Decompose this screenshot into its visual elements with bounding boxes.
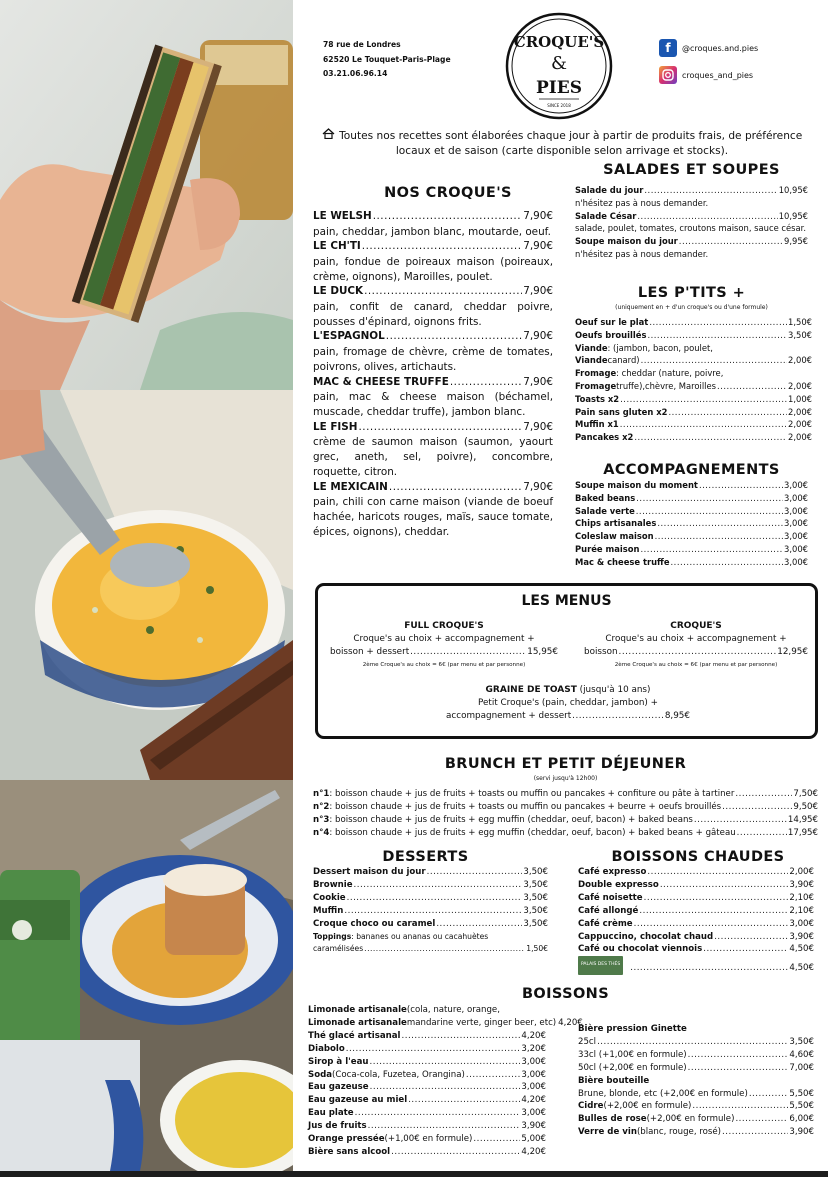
item-price: 1,50€ [788, 317, 812, 327]
item-price: 3,50€ [523, 918, 548, 929]
item-name: Muffin [313, 905, 344, 916]
brunch-subtitle: (servi jusqu'à 12h00) [533, 775, 598, 782]
menu-full-note: 2ème Croque's au choix = 6€ (par menu et par personne) [362, 662, 526, 668]
item-price: 4,60€ [789, 1049, 814, 1060]
social-facebook[interactable] [659, 39, 758, 57]
item-name: Dessert maison du jour [313, 867, 426, 877]
subheading-label: Bière pression Ginette [578, 1024, 687, 1034]
item-price: 4,50€ [789, 944, 814, 955]
menu-item [575, 556, 808, 569]
item-price: 3,50€ [788, 329, 812, 340]
item-price: 2,00€ [788, 355, 812, 366]
item-name: Viande [575, 355, 608, 366]
item-description: pain, mac & cheese maison (béchamel, muscade, cheddar truffe), jambon blanc. [313, 391, 553, 418]
item-price: 7,90€ [523, 240, 553, 253]
intro-sentence: Toutes nos recettes sont élaborées chaque jour à partir de produits frais, de préférence locaux et de saison (carte disponible selon arrivage et stocks). [339, 130, 803, 157]
menu-item-line [575, 342, 812, 355]
item-price: 5,00€ [521, 1134, 546, 1145]
item-name: Salade César [575, 210, 637, 221]
item-price: 6,00€ [789, 1114, 814, 1125]
item-name: 50cl (+2,00€ en formule) [578, 1062, 687, 1073]
menu-full-line1: Croque's au choix + accompagnement + [353, 634, 535, 644]
tea-item [578, 956, 814, 975]
menu-item-line [308, 1004, 546, 1017]
item-name: Salade du jour [575, 185, 644, 195]
item-price: 7,50€ [793, 789, 818, 799]
item-description: pain, fondue de poireaux maison (poireaux, crème, oignons), Maroilles, poulet. [313, 255, 553, 283]
menu-croques-line1: Croque's au choix + accompagnement + [605, 634, 787, 644]
item-name: Oeuf sur le plat [575, 317, 649, 327]
item-detail: (Coca-cola, Fuzetea, Orangina) [332, 1069, 465, 1080]
facebook-icon: f [659, 39, 677, 57]
menu-croques-line2: boisson [584, 647, 618, 657]
item-price: 3,90€ [521, 1121, 546, 1132]
menu-item [313, 329, 553, 345]
item-price: 7,90€ [523, 480, 553, 493]
item-price: 7,90€ [523, 420, 553, 433]
item-name: Eau plate [308, 1108, 354, 1119]
item-name: Chips artisanales [575, 518, 657, 529]
photo-soup-bowl [0, 390, 293, 780]
item-detail: : (jambon, bacon, poulet, [607, 342, 713, 353]
item-name: Café crème [578, 918, 633, 929]
menu-item [313, 375, 553, 391]
item-price: 4,20€ [558, 1017, 583, 1028]
social-instagram[interactable] [659, 66, 753, 84]
instagram-icon [659, 66, 677, 84]
menu-item [578, 1100, 814, 1113]
item-price: 10,95€ [778, 210, 808, 221]
list-subheading [578, 1023, 814, 1036]
menu-item [313, 918, 548, 931]
item-name: 33cl (+1,00€ en formule) [578, 1049, 687, 1060]
item-price: 3,50€ [789, 1036, 814, 1047]
menu-item [313, 866, 548, 879]
boissons-list-right [578, 1023, 814, 1139]
item-name: Thé glacé artisanal [308, 1030, 401, 1041]
item-price: 5,50€ [789, 1101, 814, 1112]
item-description: pain, cheddar, jambon blanc, moutarde, oeuf. [313, 225, 551, 238]
menu-item [578, 918, 814, 931]
menu-item [578, 931, 814, 944]
item-name: Café expresso [578, 867, 647, 877]
item-price: 3,00€ [784, 480, 808, 490]
address-block [323, 38, 451, 82]
menu-item [308, 1017, 583, 1030]
item-name: Mac & cheese truffe [575, 556, 670, 567]
section-title-croques: NOS CROQUE'S [384, 185, 512, 201]
menu-item [308, 1094, 546, 1107]
item-name: Bulles de rose [578, 1114, 647, 1125]
item-name: Soupe maison du jour [575, 236, 678, 247]
menu-item [578, 1126, 814, 1139]
item-detail: (blanc, rouge, rosé) [636, 1127, 722, 1138]
item-price: 2,00€ [789, 867, 814, 877]
item-name: Cidre [578, 1101, 604, 1112]
item-name: Toasts x2 [575, 393, 620, 404]
logo-line2: PIES [536, 78, 582, 98]
item-name: Limonade artisanale [308, 1005, 407, 1015]
item-detail: canard) [607, 355, 640, 366]
menu-full-title: FULL CROQUE'S [404, 621, 484, 631]
item-name: Soupe maison du moment [575, 480, 698, 490]
address-street: 78 rue de Londres [323, 40, 401, 49]
brunch-item [313, 814, 818, 827]
item-name: Sirop à l'eau [308, 1056, 369, 1067]
menu-graine-line1: Petit Croque's (pain, cheddar, jambon) + [477, 698, 658, 708]
item-name: Muffin x1 [575, 419, 619, 430]
brunch-number: n°2 [313, 802, 330, 812]
item-name: Cookie [313, 892, 346, 903]
menu-graine-price: 8,95€ [664, 711, 690, 721]
item-name: Limonade artisanale [308, 1017, 407, 1028]
menus-box [315, 583, 818, 739]
item-detail: caramélisées [313, 944, 364, 954]
menu-graine-title: GRAINE DE TOAST [485, 685, 577, 695]
item-name: Salade verte [575, 505, 635, 516]
menu-item [575, 431, 812, 444]
item-name: Bière sans alcool [308, 1146, 391, 1157]
section-title-brunch: BRUNCH ET PETIT DÉJEUNER [444, 756, 687, 772]
menu-item [308, 1056, 546, 1069]
item-price: 7,00€ [789, 1062, 814, 1073]
menu-item [308, 1043, 546, 1056]
menu-item [313, 420, 553, 436]
menu-item-line [575, 367, 812, 380]
item-price: 9,50€ [793, 802, 818, 812]
menu-item [313, 879, 548, 892]
menu-item [308, 1081, 546, 1094]
item-name: Eau gazeuse [308, 1082, 369, 1093]
logo-amp: & [550, 53, 568, 74]
item-name: Double expresso [578, 879, 659, 890]
menu-item [313, 480, 553, 496]
brunch-item [313, 788, 818, 801]
item-price: 9,95€ [784, 236, 808, 247]
item-name: Café allongé [578, 905, 639, 916]
menu-item [575, 316, 812, 329]
menu-item [575, 492, 808, 505]
photo-croque-sandwich [0, 0, 293, 390]
menu-item [575, 184, 808, 197]
item-price: 17,95€ [787, 828, 818, 838]
item-name: Toppings [313, 931, 352, 941]
menu-item [575, 393, 812, 406]
item-price: 4,20€ [521, 1095, 546, 1106]
item-price: 10,95€ [778, 185, 808, 195]
menu-item [578, 866, 814, 879]
item-price: 3,00€ [789, 918, 814, 929]
item-name: Soda [308, 1069, 333, 1080]
section-title-boissons-chaudes: BOISSONS CHAUDES [611, 849, 785, 865]
menu-item [313, 284, 553, 300]
menu-graine-price-row [438, 710, 698, 723]
instagram-handle: croques_and_pies [682, 70, 754, 80]
menu-item [308, 1133, 546, 1146]
item-description: pain, confit de canard, cheddar poivre, pousses d'épinard, oignons frits. [313, 300, 553, 328]
brunch-list [313, 788, 818, 840]
item-name: Pain sans gluten x2 [575, 406, 668, 417]
menu-item [308, 1120, 546, 1133]
item-price: 3,00€ [784, 505, 808, 516]
item-detail: (+2,00€ en formule) [646, 1114, 735, 1125]
menus-title: LES MENUS [521, 593, 612, 609]
address-city: 62520 Le Touquet-Paris-Plage [323, 54, 451, 64]
item-detail: : bananes ou ananas ou cacahuètes [351, 931, 489, 941]
item-price: 3,00€ [521, 1056, 546, 1067]
item-price: 4,20€ [521, 1146, 546, 1157]
item-name: LE FISH [313, 420, 358, 433]
item-description: pain, fromage de chèvre, crème de tomates, poivrons, olives, artichauts. [313, 345, 553, 373]
desserts-list [313, 866, 548, 956]
item-name: Eau gazeuse au miel [308, 1095, 408, 1106]
item-price: 7,90€ [523, 330, 553, 343]
menu-item [575, 530, 808, 543]
ptits-subtitle: (uniquement en + d'un croque's ou d'une formule) [615, 304, 768, 311]
item-price: 2,00€ [788, 406, 812, 417]
item-price: 3,00€ [784, 492, 808, 503]
brunch-number: n°3 [313, 815, 330, 825]
menu-item [575, 479, 808, 492]
menu-croques-title: CROQUE'S [670, 621, 722, 631]
item-name: Café ou chocolat viennois [578, 944, 703, 955]
item-price: 1,00€ [788, 393, 812, 404]
menu-item [308, 1069, 546, 1082]
item-name: Fromage [575, 380, 617, 391]
item-description: pain, chili con carne maison (viande de boeuf hachée, haricots rouges, maïs, sauce tomate, épices, oignons), cheddar. [313, 496, 553, 538]
brunch-item [313, 827, 818, 840]
menu-item [575, 406, 812, 419]
item-name: Croque choco ou caramel [313, 918, 436, 929]
item-name: Baked beans [575, 492, 636, 503]
house-icon [322, 128, 336, 144]
item-price: 1,50€ [526, 944, 548, 954]
menu-croques-note: 2ème Croque's au choix = 6€ (par menu et par personne) [614, 662, 778, 668]
item-price: 3,90€ [789, 931, 814, 942]
brunch-number: n°1 [313, 789, 330, 799]
menu-item [575, 517, 808, 530]
item-price: 7,90€ [523, 210, 553, 222]
item-name: Purée maison [575, 543, 640, 554]
item-price: 3,50€ [523, 905, 548, 916]
brunch-description: : boisson chaude + jus de fruits + egg muffin (cheddar, oeuf, bacon) + baked beans + gâteau [329, 828, 736, 838]
item-description: n'hésitez pas à nous demander. [575, 248, 709, 259]
logo-line1: CROQUE'S [513, 33, 605, 51]
menu-item [578, 1113, 814, 1126]
menu-item [578, 1049, 814, 1062]
item-name: Fromage [575, 368, 617, 379]
menu-item [308, 1030, 546, 1043]
menu-croques [580, 620, 812, 672]
item-name: Brune, blonde, etc (+2,00€ en formule) [578, 1088, 748, 1099]
item-detail: : cheddar (nature, poivre, [616, 368, 724, 379]
menu-item [578, 943, 814, 956]
menu-item [575, 329, 812, 342]
item-detail: (cola, nature, orange, [406, 1005, 500, 1015]
menu-item [313, 905, 548, 918]
item-price: 3,50€ [523, 879, 548, 890]
menu-item [578, 892, 814, 905]
item-description: crème de saumon maison (saumon, yaourt grec, aneth, sel, poivre), concombre, roquette, citron. [313, 436, 553, 478]
item-price: 3,50€ [523, 867, 548, 877]
facebook-handle: @croques.and.pies [682, 43, 759, 53]
bottom-bar [0, 1171, 828, 1177]
brunch-number: n°4 [313, 828, 330, 838]
item-name: Oeufs brouillés [575, 329, 647, 340]
section-title-boissons: BOISSONS [521, 986, 610, 1002]
brunch-description: : boisson chaude + jus de fruits + toasts ou muffin ou pancakes + confiture ou pâte à tartiner [329, 789, 735, 799]
item-name: Orange pressée [308, 1134, 385, 1145]
subheading-label: Bière bouteille [578, 1075, 650, 1086]
item-name: Verre de vin [578, 1127, 637, 1138]
item-name: LE MEXICAIN [313, 480, 388, 493]
item-price: 3,90€ [789, 1127, 814, 1138]
menu-item [308, 1107, 546, 1120]
item-description: salade, poulet, tomates, croutons maison, sauce césar. [575, 223, 806, 234]
item-price: 14,95€ [787, 815, 818, 825]
item-price: 3,00€ [521, 1082, 546, 1093]
brand-logo [505, 11, 613, 121]
item-name: Viande [575, 342, 608, 353]
item-name: LE WELSH [313, 210, 372, 222]
brunch-description: : boisson chaude + jus de fruits + toasts ou muffin ou pancakes + beurre + oeufs brouillés [329, 802, 722, 812]
item-price: 3,00€ [784, 531, 808, 542]
item-detail: mandarine verte, ginger beer, etc) [406, 1017, 557, 1028]
item-description: n'hésitez pas à nous demander. [575, 197, 709, 208]
ptits-list [575, 316, 812, 444]
list-subheading [578, 1075, 814, 1088]
menu-full-price-row [324, 646, 564, 659]
menu-item [575, 380, 812, 393]
item-detail: truffe),chèvre, Maroilles [616, 380, 717, 391]
menu-item [575, 210, 808, 223]
section-title-ptits: LES P'TITS + [637, 285, 746, 301]
phone-number: 03.21.06.96.14 [323, 69, 388, 78]
item-price: 4,20€ [521, 1030, 546, 1041]
item-price: 2,00€ [788, 432, 812, 443]
menu-graine-de-toast [438, 684, 698, 723]
item-price: 3,00€ [784, 556, 808, 567]
item-name: Coleslaw maison [575, 531, 654, 542]
item-name: Pancakes x2 [575, 432, 634, 443]
item-price: 3,90€ [789, 879, 814, 890]
item-name: LE CH'TI [313, 240, 361, 253]
section-title-desserts: DESSERTS [382, 849, 469, 865]
menu-item [308, 1146, 546, 1159]
item-price: 7,90€ [523, 375, 553, 388]
menu-full-price: 15,95€ [527, 647, 558, 657]
menu-item-line [313, 931, 548, 944]
photo-column [0, 0, 293, 1171]
brunch-item [313, 801, 818, 814]
item-name: Brownie [313, 879, 353, 890]
item-price: 2,10€ [789, 892, 814, 903]
menu-full-croques [324, 620, 564, 672]
item-price: 2,10€ [789, 905, 814, 916]
item-price: 2,00€ [788, 380, 812, 391]
item-name: Café noisette [578, 892, 643, 903]
item-price: 3,00€ [784, 518, 808, 529]
logo-since: SINCE 2018 [547, 103, 571, 108]
photo-dessert-tea [0, 780, 293, 1171]
menu-item [575, 418, 812, 431]
menu-item [578, 1062, 814, 1075]
brunch-description: : boisson chaude + jus de fruits + egg muffin (cheddar, oeuf, bacon) + baked beans [329, 815, 693, 825]
item-name: L'ESPAGNOL [313, 330, 385, 343]
menu-croques-price-row [580, 646, 812, 659]
section-title-salades: SALADES ET SOUPES [603, 162, 780, 178]
menu-item [575, 354, 812, 367]
item-name: Diabolo [308, 1043, 345, 1054]
accompagnements-list [575, 479, 808, 569]
salades-list [575, 184, 808, 261]
item-name: Jus de fruits [308, 1121, 367, 1132]
item-price: 5,50€ [789, 1088, 814, 1099]
menu-item [313, 209, 553, 225]
item-price: 3,00€ [521, 1069, 546, 1080]
menu-item [578, 1088, 814, 1101]
item-name: MAC & CHEESE TRUFFE [313, 375, 449, 388]
item-price: 3,20€ [521, 1043, 546, 1054]
menu-croques-price: 12,95€ [777, 647, 808, 657]
menu-item [313, 943, 548, 956]
menu-item [575, 505, 808, 518]
boissons-list-left [308, 1004, 583, 1159]
menu-item [575, 235, 808, 248]
menu-item [578, 905, 814, 918]
section-title-accompagnements: ACCOMPAGNEMENTS [603, 462, 780, 478]
item-name: Cappuccino, chocolat chaud [578, 931, 714, 942]
menu-item [575, 543, 808, 556]
menu-item [578, 1036, 814, 1049]
croques-list [313, 209, 553, 539]
item-name: LE DUCK [313, 285, 364, 298]
item-detail: (+2,00€ en formule) [603, 1101, 692, 1112]
intro-text [312, 128, 812, 159]
item-price: 4,50€ [789, 963, 814, 974]
menu-item [313, 892, 548, 905]
item-price: 7,90€ [523, 285, 553, 298]
item-name: 25cl [578, 1036, 597, 1047]
item-price: 3,50€ [523, 892, 548, 903]
boissons-chaudes-list [578, 866, 814, 975]
menu-item [313, 239, 553, 255]
menu-graine-age: (jusqu'à 10 ans) [576, 685, 651, 695]
item-price: 3,00€ [521, 1108, 546, 1119]
menu-graine-line2: accompagnement + dessert [446, 711, 572, 721]
menu-full-line2: boisson + dessert [330, 647, 410, 657]
palais-des-thes-logo: PALAIS DES THÉS [578, 956, 623, 975]
item-price: 2,00€ [788, 419, 812, 430]
item-detail: (+1,00€ en formule) [384, 1134, 473, 1145]
item-price: 3,00€ [784, 543, 808, 554]
menu-item [578, 879, 814, 892]
